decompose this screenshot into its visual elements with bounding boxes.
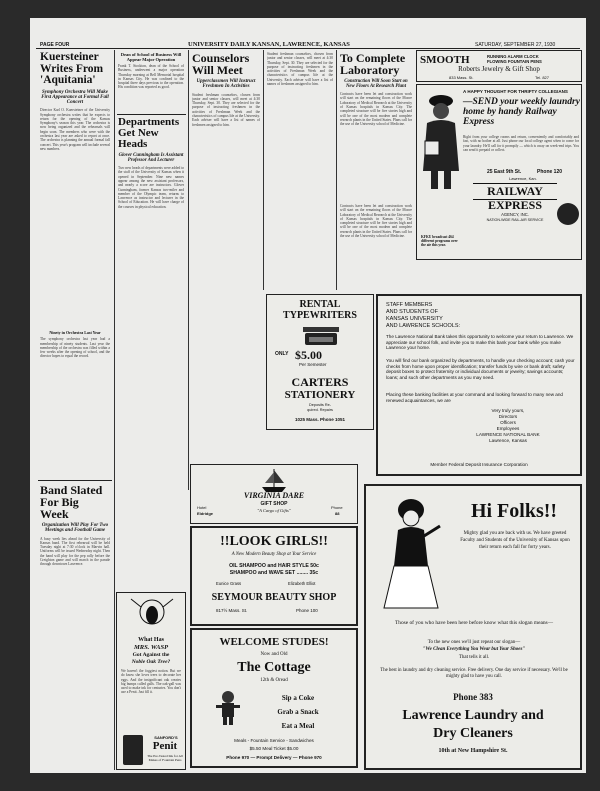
brand-tagline: The Pre-Tested Ink for All Makes of Fountain Pens (147, 754, 183, 762)
ad-title: WELCOME STUDES! (219, 636, 329, 648)
woman-illustration (376, 496, 446, 616)
store-name: CARTERS (291, 375, 349, 389)
offer: SHAMPOO and WAVE SET ........ 35c (229, 570, 319, 576)
offer: Eat a Meal (281, 722, 315, 730)
ad-line: FLOWING FOUNTAIN PENS (487, 59, 542, 64)
chef-illustration (214, 690, 242, 726)
brand-express: EXPRESS (487, 198, 543, 212)
newspaper-page (30, 18, 586, 773)
store-phone: Tel. 827 (535, 75, 550, 80)
article-body: Student freshman counselors, chosen from junior and senior classes, will meet at 4:30 Thursday, Sept. 30. They are selected for the purpose of instructing freshmen in the activities of Freshman Week and the characteristics of campus life at the University. Each adviser will have a list of names of freshmen assigned to him. (192, 92, 260, 127)
deck: Construction Will Soon Start on New Floors At Research Plant (344, 79, 408, 90)
deposit-note: quired. Repairs (307, 408, 333, 412)
ad-the-cottage (190, 628, 358, 768)
divider (117, 114, 186, 115)
kfku-note: KFKU broadcast 464 different programs over the air this year. (421, 235, 458, 248)
column-rule (336, 50, 337, 290)
office-address: 25 East 9th St. (487, 169, 522, 175)
ad-title: !!LOOK GIRLS!! (220, 534, 328, 549)
page-number: PAGE FOUR (40, 42, 70, 48)
article-dean (118, 52, 184, 98)
salutation: STAFF MEMBERS AND STUDENTS OF KANSAS UNIVERSITY AND LAWRENCE SCHOOLS: (386, 302, 461, 329)
ad-line: RUNNING ALARM CLOCK (487, 54, 539, 59)
shop-name: VIRGINIA DARE (243, 491, 305, 500)
ad-title: SMOOTH (420, 54, 470, 66)
hotel-name: Eldridge (197, 511, 214, 516)
ad-roberts-jewelry (416, 50, 582, 82)
deposit-note: Deposits Re- (309, 403, 331, 407)
shop-name: SEYMOUR BEAUTY SHOP (211, 592, 337, 603)
ad-subtitle: A New Modern Beauty Shop at Your Service (231, 552, 317, 557)
shop-address: 817½ Mass. St. (216, 608, 248, 613)
headline: Dean of School of Business Will Appear Major Operation (120, 52, 182, 62)
ad-seymour-beauty (190, 526, 358, 626)
ad-sanford-penit (116, 592, 186, 770)
article-counselors (192, 52, 260, 463)
article-body: A busy week lies ahead for the University of Kansas band. The first rehearsal will be held Tuesday night at 7:30 o'clock in Marvin hall. Uniforms will be issued Wednesday night. Then the band will play for the pep rally before the Creighton game and will march in the parade through downtown Lawrence. (40, 536, 110, 567)
article-body: Contracts have been let and construction work will start on the remaining floors of the Moore Laboratory of Medical Research at the University of Kansas hospitals in Kansas City. The completed structure will be five stories high and will be one of the most modern and complete research plants in the United States. Plans call for the use of the University school of Medicine. (340, 92, 412, 127)
paper-title: UNIVERSITY DAILY KANSAN, LAWRENCE, KANSAS (188, 41, 350, 48)
store-name: STATIONERY (284, 389, 356, 401)
ad-railway-express (416, 84, 582, 260)
article-kuersteiner (40, 52, 110, 512)
article-body: Two new heads of departments were added to the staff of the University of Kansas when it opened in September. Nine new names appear among the new assistant professors, and nearly a score are instructors. Glover Cunningham, former Kansas two-miler and member of the Olympic team, returns to Lawrence as instructor and lecturer in the School of Education. He will have charge of the courses in physical education. (118, 166, 184, 209)
headline: Counselors Will Meet (192, 51, 250, 77)
column-rule (188, 50, 189, 490)
ink-bottle-icon (123, 735, 143, 765)
delivery-phone: Phone 970 — Prompt Delivery — Phone 970 (226, 755, 322, 760)
ad-carters-stationery (266, 294, 374, 430)
bank-paragraph: Placing these banking facilities at your command and looking forward to many new and renewed acquaintances, we are (386, 392, 563, 403)
office-phone: Phone 120 (537, 169, 563, 175)
brand-name: Penit (152, 740, 178, 752)
ad-virginia-dare (190, 464, 358, 524)
article-continued: Contracts have been let and construction work will start on the remaining floors of the Moore Laboratory of Medical Research at the University of Kansas hospitals in Kansas City. The completed structure will be five stories high and will be one of the most modern and complete research plants in the United States. Plans call for the use of the University school of Medicine. (340, 204, 412, 239)
store-name: Roberts Jewelry & Gift Shop (458, 65, 540, 73)
issue-date: SATURDAY, SEPTEMBER 27, 1930 (475, 42, 556, 48)
laundry-name: Lawrence Laundry and (402, 708, 544, 723)
article-body: Frank T. Stockton, dean of the School of Business, underwent a major operation Thursday morning at Bell Memorial hospital in Kansas City. He was confined to the hospital three days previous to the operation. His condition was reported as good. (118, 64, 184, 90)
ad-paragraph: The best in laundry and dry cleaning service. Free delivery. One day service if necessary. We'll be mighty glad to have you call. (380, 668, 568, 679)
masthead-rule (36, 48, 580, 49)
ad-title: Hi Folks!! (470, 500, 558, 522)
headline: Departments Get New Heads (118, 116, 180, 150)
wasp-illustration (127, 597, 177, 637)
ad-body: We haven't the foggiest notion. But we do know she loves trees to decorate her eggs. And the insignificant oak creates big bumps called galls. The oak-gall was used to make ink for centuries. You don't use a Penit. Just fill it. (121, 669, 181, 695)
price-label: ONLY (275, 351, 289, 357)
price-period: Per Semester (299, 362, 327, 367)
ad-question: Noble Oak Tree? (131, 659, 171, 665)
ad-paragraph: Those of you who have been here before know what this slogan means— (394, 620, 554, 626)
headline: To Complete Laboratory (340, 51, 406, 77)
ad-paragraph: That tells it all. (458, 655, 490, 660)
offer: OIL SHAMPOO and HAIR STYLE 50c (229, 563, 319, 569)
typewriter-icon (301, 325, 341, 347)
laundry-phone: Phone 383 (453, 692, 493, 702)
laundry-name: Dry Cleaners (433, 726, 513, 741)
ad-question: Got Against the (132, 652, 170, 658)
ad-lawrence-laundry (364, 484, 582, 770)
phone-number: 88 (335, 511, 340, 516)
column-rule (263, 50, 264, 290)
ad-send: —SEND your weekly laundry home by handy Railway Express (463, 97, 580, 127)
offer: Sip a Coke (281, 694, 315, 702)
hotel-label: Hotel (197, 505, 207, 510)
ad-title: RENTAL TYPEWRITERS (283, 299, 357, 321)
bank-paragraph: The Lawrence National Bank takes this opportunity to welcome your return to Lawrence. We appreciate our school folk, and invite you to make this bank your bank while you make Lawrence your home. (386, 334, 574, 351)
brand-agency: AGENCY, INC. (501, 212, 529, 217)
deck: Glover Cunningham Is Assistant Professor And Lecturer (118, 153, 184, 164)
laundry-address: 10th at New Hampshire St. (438, 748, 508, 754)
article-body: The symphony orchestra last year had a membership of ninety students. Last year the membership of the orchestra was filled within a few weeks after the opening of school, and the director hopes to equal the record. (40, 337, 110, 359)
headline: Band Slated For Big Week (40, 483, 103, 521)
stylist: Eunice Grass (216, 581, 242, 586)
ad-paragraph: To the new ones we'll just repeat our slogan— (427, 640, 521, 645)
stylist: Elizabeth Elliot (288, 581, 316, 586)
meal-ticket: $5.50 Meal Ticket $5.00 (249, 746, 299, 751)
article-departments (118, 117, 184, 466)
office-city: Lawrence, Kan. (509, 176, 537, 181)
phone-label: Phone (331, 505, 343, 510)
services: Meals - Fountain Service - Sandwiches (234, 738, 314, 743)
headline: Kuersteiner Writes From 'Aquitania' (40, 51, 104, 86)
deck: Upperclassmen Will Instruct Freshmen In Activities (196, 79, 256, 90)
bank-paragraph: You will find our bank organized by departments, to handle your checking account; cash your checks from home upon proper identification; transfer funds by wire or bank draft; safety deposit boxes to protect fraternity or individual documents or jewelry; savings accounts; loans; and such other departments as you may need. (386, 358, 575, 380)
restaurant-address: 12th & Oread (260, 678, 288, 683)
ad-body: Right from your college rooms and return, conveniently and comfortably and fast, with no bother at all. Just phone our local college agent when to come for your laundry. He'll call for it promptly — which is away on week-end trips. You can send it prepaid or collect. (463, 135, 579, 152)
subhead: Ninety in Orchestra Last Year (49, 330, 101, 336)
shop-tagline: "A Cargo of Gifts" (257, 508, 291, 513)
brand-tagline: NATION-WIDE RAIL-AIR SERVICE (486, 218, 544, 222)
divider (38, 480, 112, 481)
brand-name: SANFORD'S (154, 735, 178, 740)
ad-question: MRS. WASP (133, 644, 169, 651)
deck: Symphony Orchestra Will Make First Appearance at Formal Fall Concert (41, 89, 109, 105)
article-band (40, 484, 110, 757)
express-emblem (557, 203, 579, 225)
offer: Grab a Snack (277, 708, 319, 716)
store-address: 1025 Mass. Phone 1051 (294, 417, 346, 422)
ad-question: What Has (138, 637, 164, 643)
ad-line: Now and Old (260, 652, 288, 657)
bank-signature: Very truly yours, Directors Officers Employees LAWRENCE NATIONAL BANK Lawrence, Kansas (476, 408, 540, 443)
article-body: Director Karl O. Kuersteiner of the University Symphony orchestra writes that he expects to return for the opening of the Kansas Symphony's season this year. The orchestra is now being organized and the rehearsals will begin soon. The members who were with the orchestra last year are asked to report at once. The orchestra is planning the annual formal fall concert. This year's program will include several new numbers. (40, 108, 110, 151)
restaurant-name: The Cottage (237, 660, 311, 675)
ad-lawrence-national-bank (376, 294, 582, 476)
price: $5.00 (295, 348, 322, 362)
store-address: 833 Mass. St. (449, 75, 474, 80)
shop-phone: Phone 100 (296, 608, 318, 613)
slogan: "We Clean Everything You Wear but Your Shoes" (422, 647, 526, 652)
ad-headline: A HAPPY THOUGHT FOR THRIFTY COLLEGIANS (463, 89, 568, 94)
shop-type: GIFT SHOP (260, 501, 288, 507)
deck: Organization Will Play For Two Meetings and Football Game (41, 523, 109, 534)
ad-paragraph: Mighty glad you are back with us. We have greeted Faculty and Students of the University of Kansas upon their return each fall for forty years. (460, 531, 570, 550)
fdic-note: Member Federal Deposit Insurance Corporation (430, 462, 528, 467)
article-continued: Student freshman counselors, chosen from junior and senior classes, will meet at 4:30 Thursday, Sept. 30. They are selected for the purpose of instructing freshmen in the activities of Freshman Week and the characteristics of campus life at the University. Each adviser will have a list of names of freshmen assigned to him. (267, 52, 333, 87)
ship-icon (259, 467, 289, 493)
porter-illustration (421, 91, 461, 191)
brand-railway: RAILWAY (473, 183, 557, 200)
column-rule (114, 50, 115, 770)
